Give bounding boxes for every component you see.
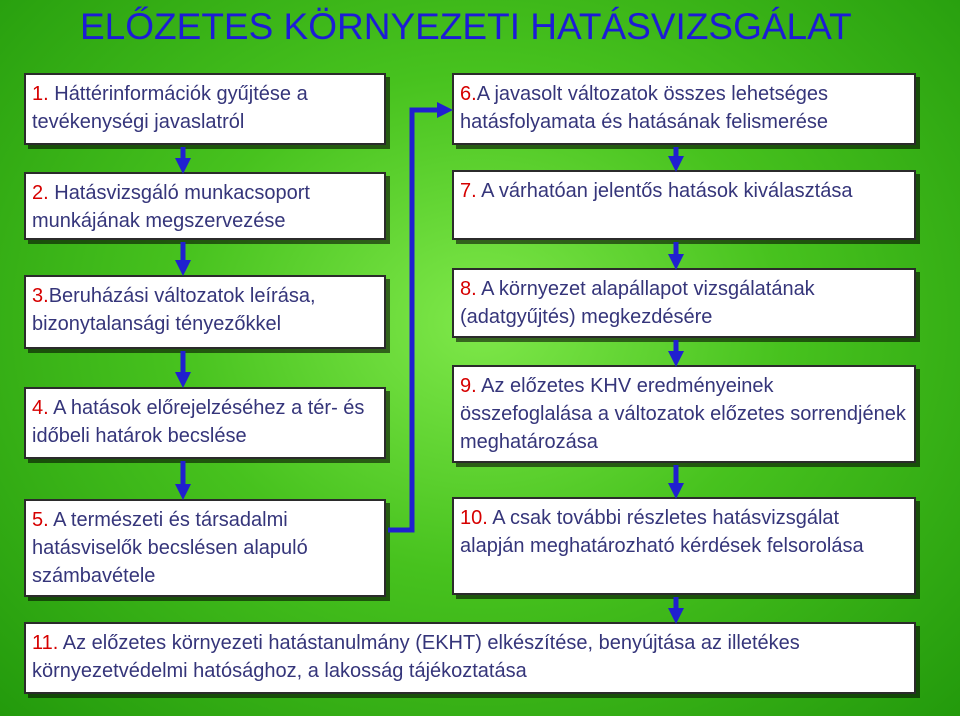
step-11-number: 11. [32,632,59,654]
step-9-text: Az előzetes KHV eredményeinek összefoglalása a változatok előzetes sorrendjének meghatározása [460,375,906,453]
step-5-text: A természeti és társadalmi hatásviselők becslésen alapuló számbavétele [32,509,308,587]
arrow-5-6 [388,110,445,530]
step-1-number: 1. [32,83,49,105]
step-6-text: A javasolt változatok összes lehetséges hatásfolyamata és hatásának felismerése [460,83,828,133]
step-6-number: 6. [460,83,477,105]
step-9-number: 9. [460,375,477,397]
step-3-number: 3. [32,285,49,307]
step-8-number: 8. [460,278,477,300]
step-7-text: A várhatóan jelentős hatások kiválasztása [476,180,853,202]
step-7-number: 7. [460,180,477,202]
step-10-number: 10. [460,507,488,529]
step-5-number: 5. [32,509,49,531]
step-8-text: A környezet alapállapot vizsgálatának (adatgyűjtés) megkezdésére [460,278,815,328]
step-2-text: Hatásvizsgáló munkacsoport munkájának megszervezése [32,182,310,232]
step-4-text: A hatások előrejelzéséhez a tér- és időbeli határok becslése [32,397,365,447]
page-title: ELŐZETES KÖRNYEZETI HATÁSVIZSGÁLAT [80,6,852,47]
step-10-text: A csak további részletes hatásvizsgálat alapján meghatározható kérdések felsorolása [460,507,864,557]
step-4-number: 4. [32,397,49,419]
step-11-text: Az előzetes környezeti hatástanulmány (EKHT) elkészítése, benyújtása az illetékes környezetvédelmi hatósághoz, a lakosság tájékoztatása [32,632,800,682]
step-2-number: 2. [32,182,49,204]
step-3-text: Beruházási változatok leírása, bizonytalansági tényezőkkel [32,285,316,335]
step-1-text: Háttérinformációk gyűjtése a tevékenységi javaslatról [32,83,308,133]
